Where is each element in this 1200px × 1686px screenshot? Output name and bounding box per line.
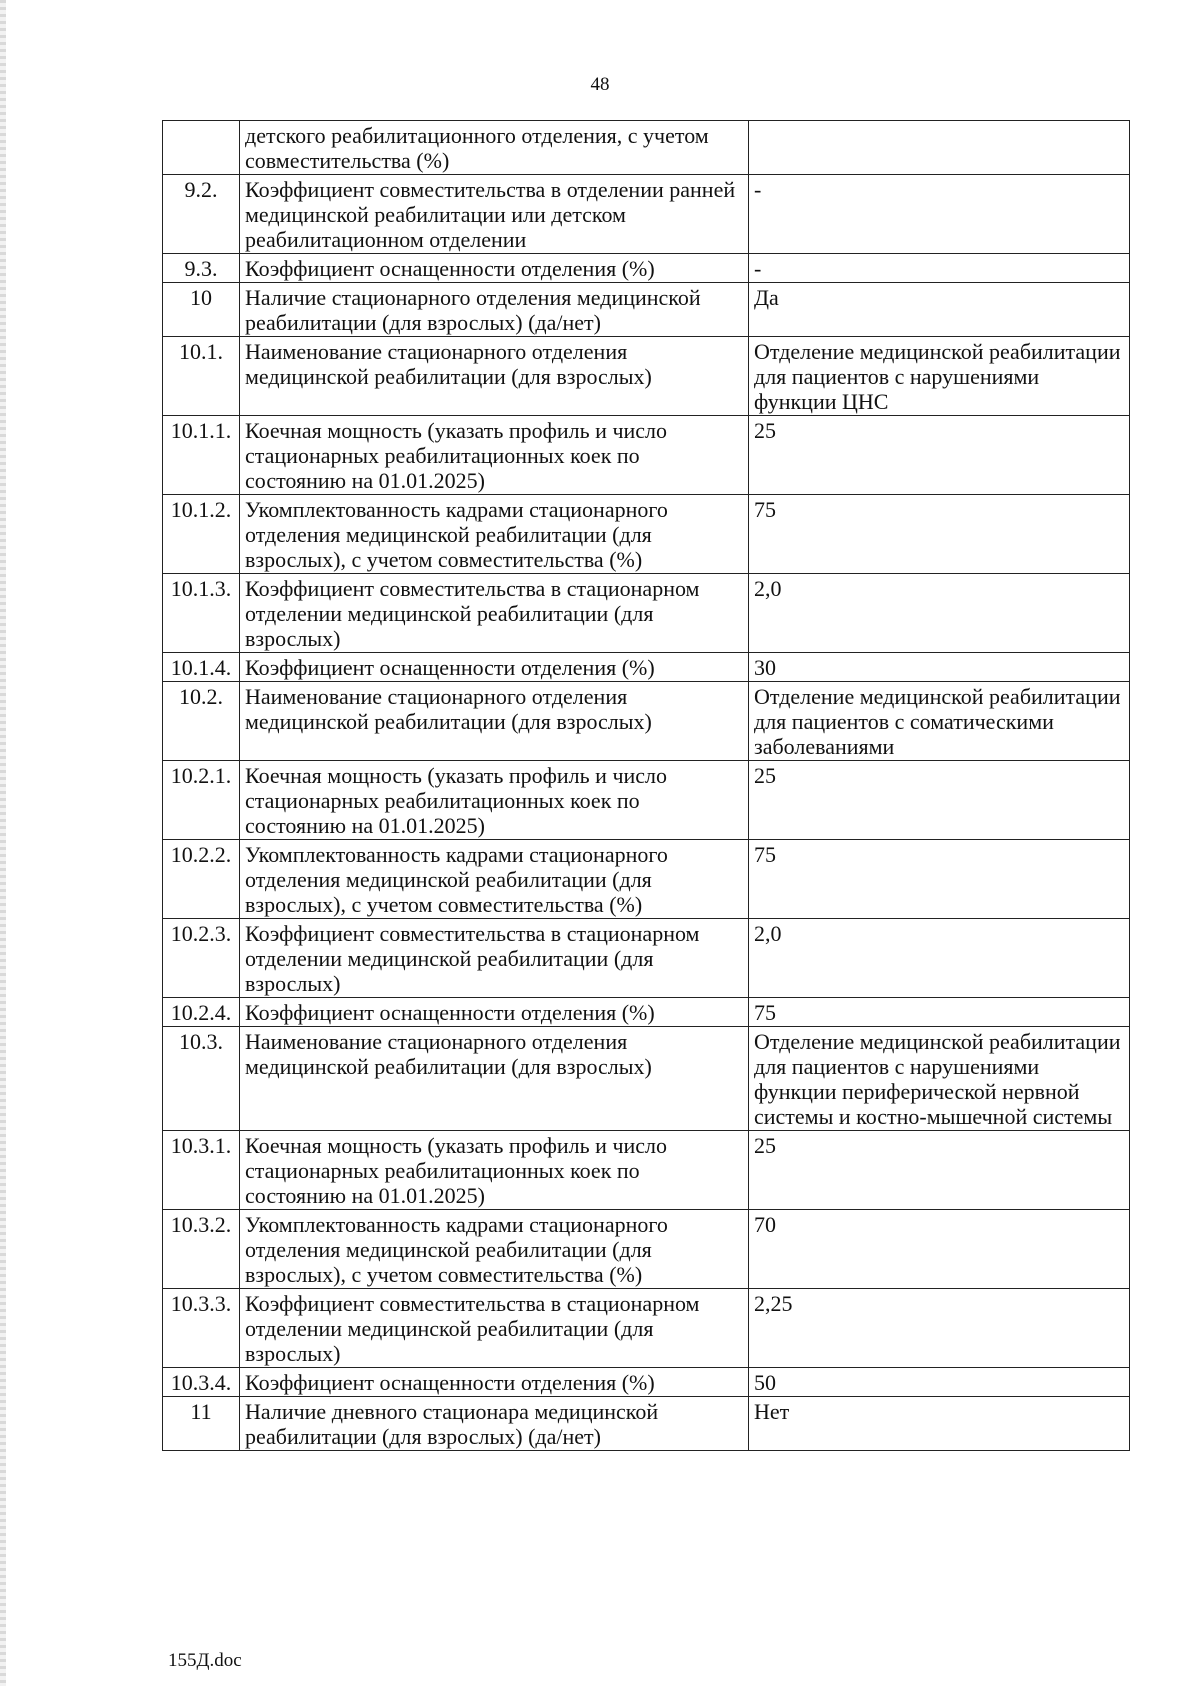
row-number: 9.3. [163, 254, 240, 283]
row-number: 9.2. [163, 175, 240, 254]
row-indicator: Коечная мощность (указать профиль и число стационарных реабилитационных коек по состоянию на 01.01.2025) [240, 1131, 749, 1210]
row-value: Да [749, 283, 1130, 337]
row-value: 75 [749, 840, 1130, 919]
row-indicator: Коэффициент оснащенности отделения (%) [240, 1368, 749, 1397]
row-number: 10 [163, 283, 240, 337]
table-row [163, 919, 1130, 998]
table-row [163, 1368, 1130, 1397]
row-value: Нет [749, 1397, 1130, 1451]
row-indicator: Укомплектованность кадрами стационарного отделения медицинской реабилитации (для взрослых), с учетом совместительства (%) [240, 840, 749, 919]
row-number: 10.2.3. [163, 919, 240, 998]
row-value: - [749, 175, 1130, 254]
row-value: Отделение медицинской реабилитации для пациентов с нарушениями функции ЦНС [749, 337, 1130, 416]
row-number: 10.3.3. [163, 1289, 240, 1368]
row-indicator: Наименование стационарного отделения медицинской реабилитации (для взрослых) [240, 1027, 749, 1131]
table-row [163, 254, 1130, 283]
row-value: 2,0 [749, 919, 1130, 998]
row-number: 10.3.4. [163, 1368, 240, 1397]
row-value: 30 [749, 653, 1130, 682]
table-row [163, 998, 1130, 1027]
row-indicator: Наименование стационарного отделения медицинской реабилитации (для взрослых) [240, 682, 749, 761]
row-indicator: Коэффициент оснащенности отделения (%) [240, 254, 749, 283]
row-number: 10.1. [163, 337, 240, 416]
row-indicator: Коечная мощность (указать профиль и число стационарных реабилитационных коек по состоянию на 01.01.2025) [240, 416, 749, 495]
row-indicator: Коечная мощность (указать профиль и число стационарных реабилитационных коек по состоянию на 01.01.2025) [240, 761, 749, 840]
row-number: 10.3.2. [163, 1210, 240, 1289]
row-value: - [749, 254, 1130, 283]
row-indicator: Коэффициент совместительства в стационарном отделении медицинской реабилитации (для взрослых) [240, 1289, 749, 1368]
table-row [163, 337, 1130, 416]
row-indicator: Коэффициент оснащенности отделения (%) [240, 653, 749, 682]
row-number [163, 121, 240, 175]
row-indicator: Коэффициент совместительства в отделении ранней медицинской реабилитации или детском реабилитационном отделении [240, 175, 749, 254]
row-indicator: Укомплектованность кадрами стационарного отделения медицинской реабилитации (для взрослых), с учетом совместительства (%) [240, 495, 749, 574]
row-value: 25 [749, 761, 1130, 840]
table-row [163, 1397, 1130, 1451]
row-indicator: Наличие дневного стационара медицинской реабилитации (для взрослых) (да/нет) [240, 1397, 749, 1451]
row-number: 10.2. [163, 682, 240, 761]
row-indicator: Коэффициент совместительства в стационарном отделении медицинской реабилитации (для взрослых) [240, 574, 749, 653]
row-value: Отделение медицинской реабилитации для пациентов с соматическими заболеваниями [749, 682, 1130, 761]
row-value: 2,25 [749, 1289, 1130, 1368]
row-indicator: Коэффициент оснащенности отделения (%) [240, 998, 749, 1027]
row-indicator: Коэффициент совместительства в стационарном отделении медицинской реабилитации (для взрослых) [240, 919, 749, 998]
row-value: Отделение медицинской реабилитации для пациентов с нарушениями функции периферической нервной системы и костно-мышечной системы [749, 1027, 1130, 1131]
table-row [163, 840, 1130, 919]
row-value [749, 121, 1130, 175]
data-table [162, 120, 1130, 1451]
row-value: 2,0 [749, 574, 1130, 653]
table-row [163, 121, 1130, 175]
row-value: 25 [749, 416, 1130, 495]
table-row [163, 682, 1130, 761]
row-value: 25 [749, 1131, 1130, 1210]
table-row [163, 653, 1130, 682]
row-value: 75 [749, 998, 1130, 1027]
row-number: 10.3.1. [163, 1131, 240, 1210]
row-number: 10.3. [163, 1027, 240, 1131]
row-indicator: Укомплектованность кадрами стационарного отделения медицинской реабилитации (для взрослых), с учетом совместительства (%) [240, 1210, 749, 1289]
table-row [163, 1131, 1130, 1210]
row-number: 10.2.2. [163, 840, 240, 919]
row-number: 10.1.3. [163, 574, 240, 653]
row-number: 10.1.4. [163, 653, 240, 682]
table-row [163, 761, 1130, 840]
scan-edge [0, 0, 6, 1686]
table-row [163, 1210, 1130, 1289]
row-number: 10.2.1. [163, 761, 240, 840]
row-value: 70 [749, 1210, 1130, 1289]
row-indicator: Наличие стационарного отделения медицинской реабилитации (для взрослых) (да/нет) [240, 283, 749, 337]
table-row [163, 1027, 1130, 1131]
row-number: 10.1.2. [163, 495, 240, 574]
footer-filename: 155Д.doc [168, 1650, 242, 1671]
row-value: 75 [749, 495, 1130, 574]
table-row [163, 175, 1130, 254]
row-indicator: Наименование стационарного отделения медицинской реабилитации (для взрослых) [240, 337, 749, 416]
row-indicator: детского реабилитационного отделения, с учетом совместительства (%) [240, 121, 749, 175]
table-row [163, 416, 1130, 495]
table-row [163, 574, 1130, 653]
table-row [163, 1289, 1130, 1368]
row-value: 50 [749, 1368, 1130, 1397]
row-number: 10.1.1. [163, 416, 240, 495]
row-number: 10.2.4. [163, 998, 240, 1027]
page-number: 48 [590, 74, 610, 95]
table-row [163, 283, 1130, 337]
table-row [163, 495, 1130, 574]
row-number: 11 [163, 1397, 240, 1451]
